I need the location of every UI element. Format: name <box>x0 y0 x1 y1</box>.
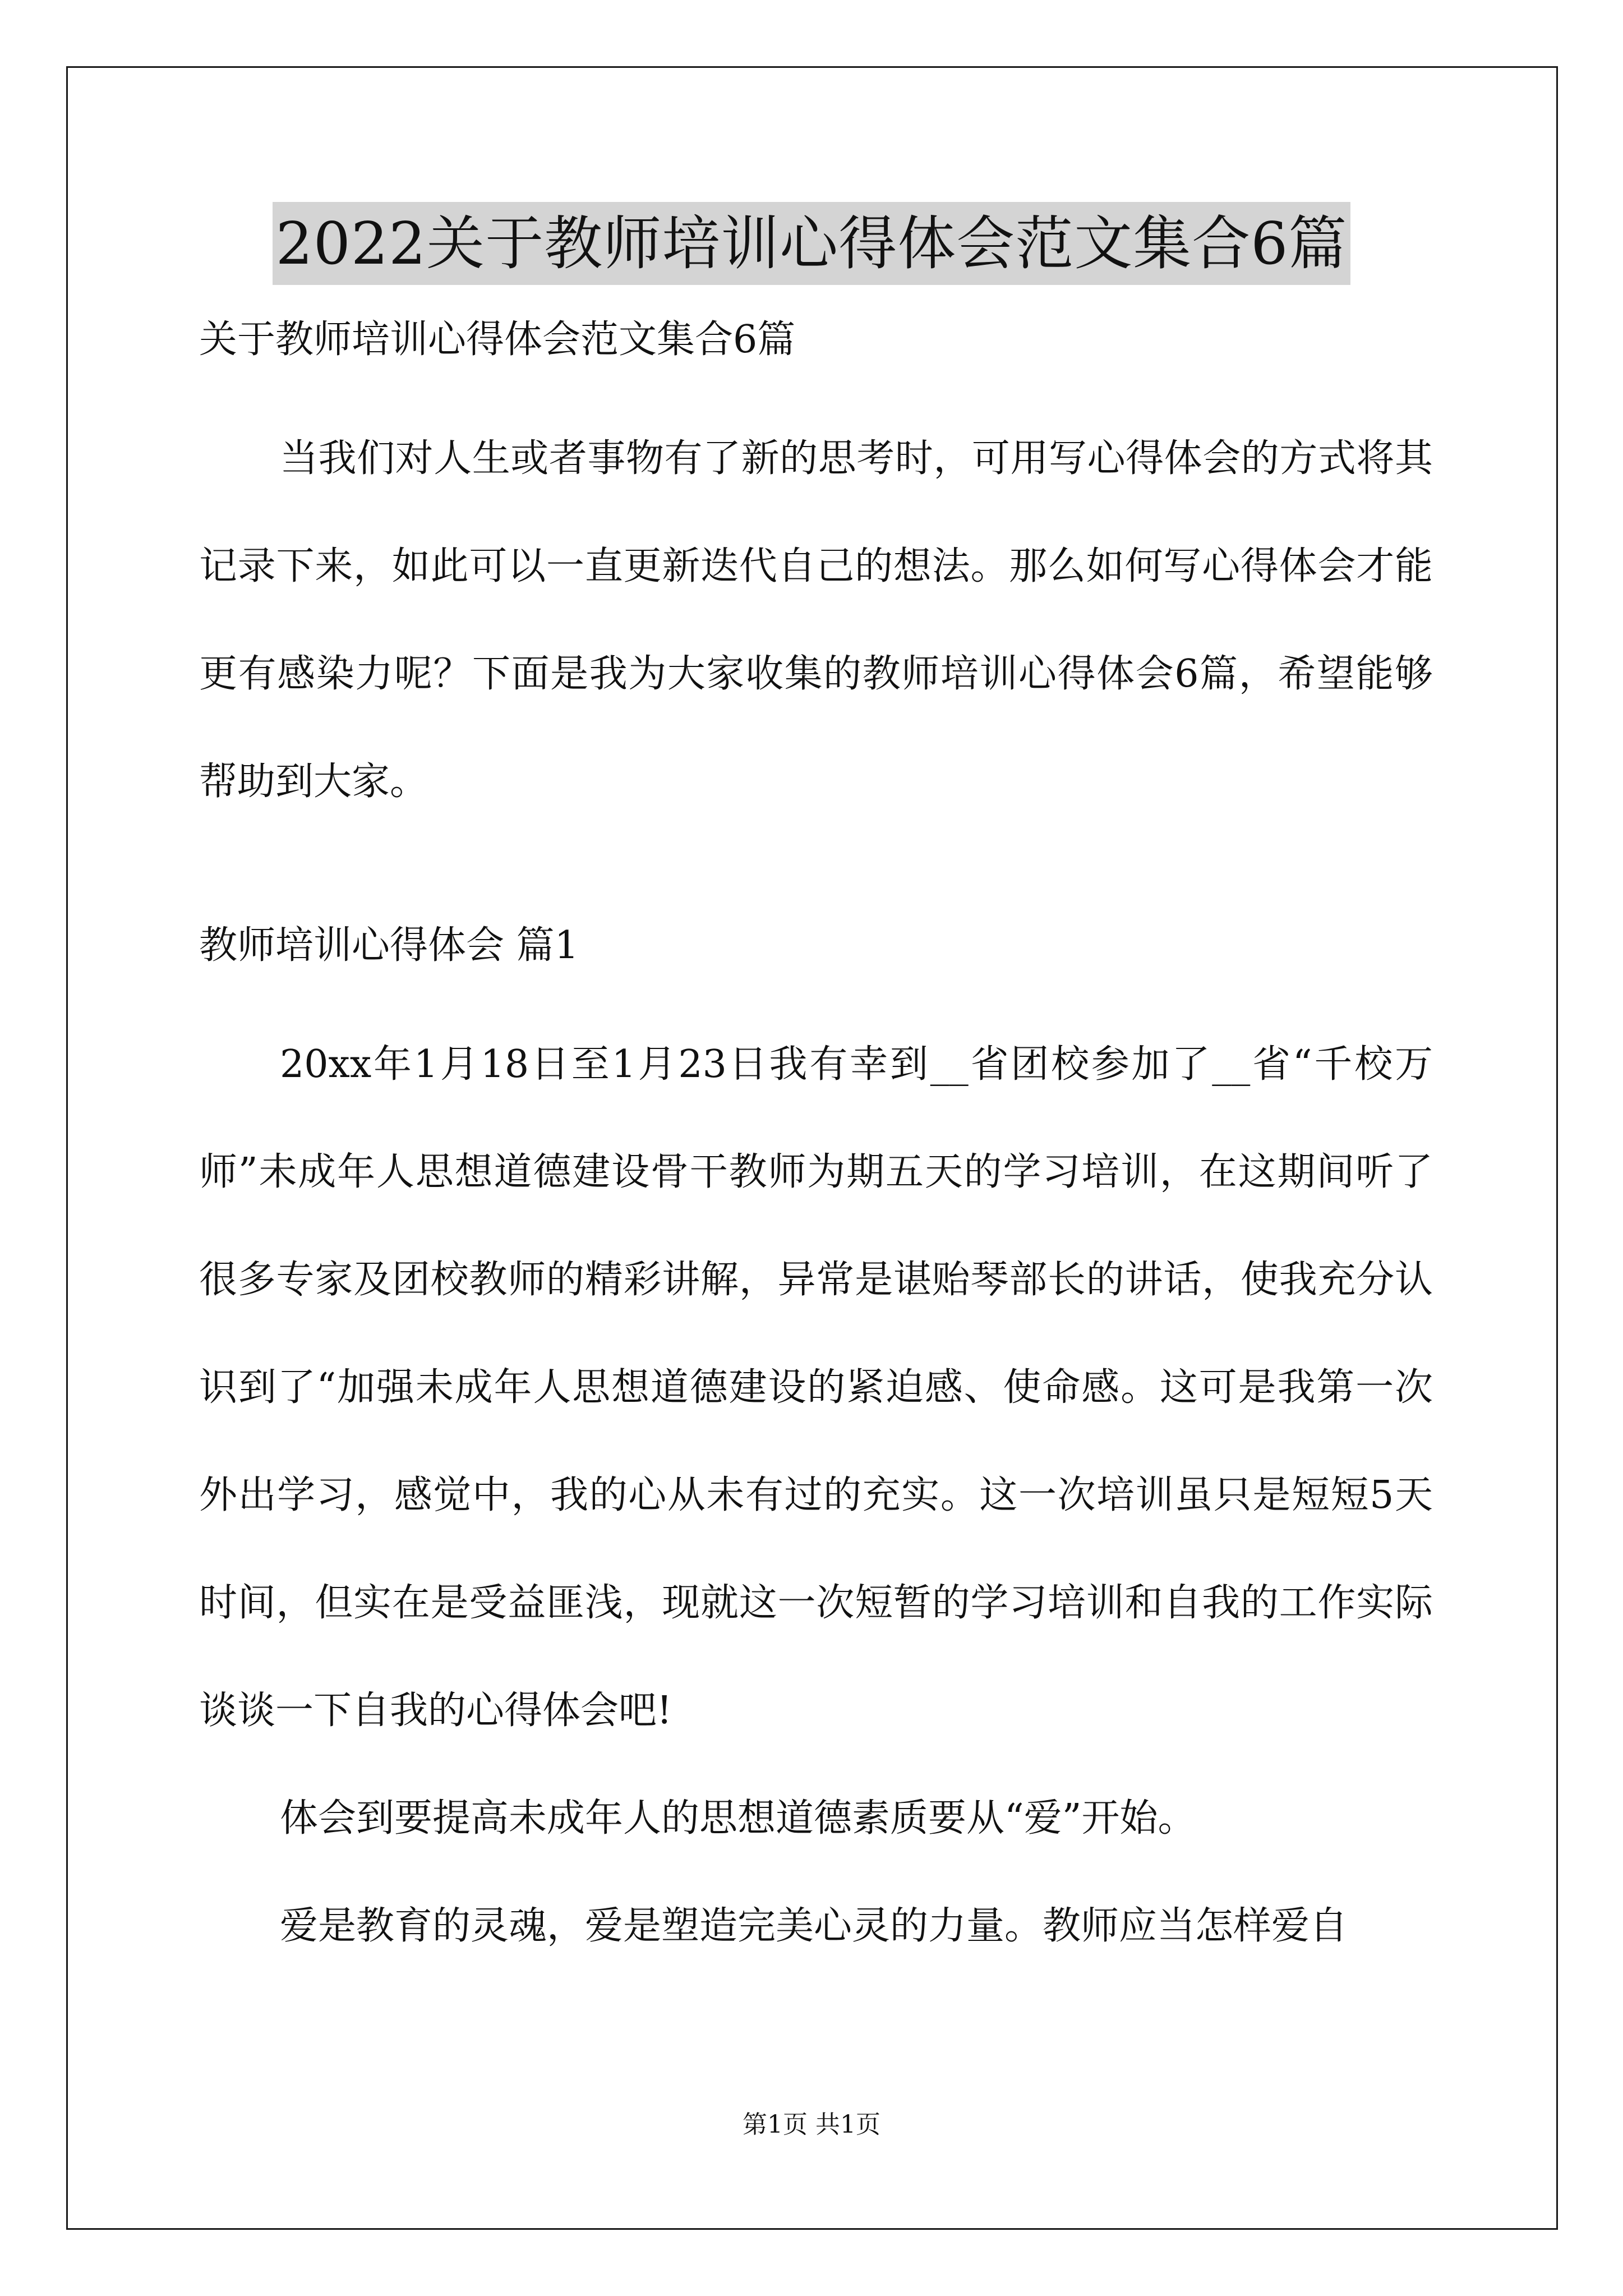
document-title: 2022关于教师培训心得体会范文集合6篇 <box>273 202 1351 285</box>
document-subtitle: 关于教师培训心得体会范文集合6篇 <box>199 318 796 362</box>
body-paragraph-2: 体会到要提高未成年人的思想道德素质要从“爱”开始。 <box>280 1796 1196 1841</box>
page-footer: 第1页 共1页 <box>743 2110 880 2139</box>
body-paragraph-3: 爱是教育的灵魂，爱是塑造完美心灵的力量。教师应当怎样爱自 <box>280 1904 1348 1948</box>
section-heading: 教师培训心得体会 篇1 <box>199 923 579 968</box>
body-paragraph-1: 20xx年1月18日至1月23日我有幸到__省团校参加了__省“千校万师”未成年人思想道德建设骨干教师为期五天的学习培训，在这期间听了很多专家及团校教师的精彩讲解，异常是谌贻琴部长的讲话，使我充分认识到了“加强未成年人思想道德建设的紧迫感、使命感。这可是我第一次外出学习，感觉中，我的心从未有过的充实。这一次培训虽只是短短5天时间，但实在是受益匪浅，现就这一次短暂的学习培训和自我的工作实际谈谈一下自我的心得体会吧! <box>199 1042 1433 1733</box>
intro-paragraph: 当我们对人生或者事物有了新的思考时，可用写心得体会的方式将其记录下来，如此可以一直更新迭代自己的想法。那么如何写心得体会才能更有感染力呢？下面是我为大家收集的教师培训心得体会6篇，希望能够帮助到大家。 <box>199 436 1433 804</box>
document-body <box>199 314 1433 1980</box>
title-container <box>0 202 1623 285</box>
